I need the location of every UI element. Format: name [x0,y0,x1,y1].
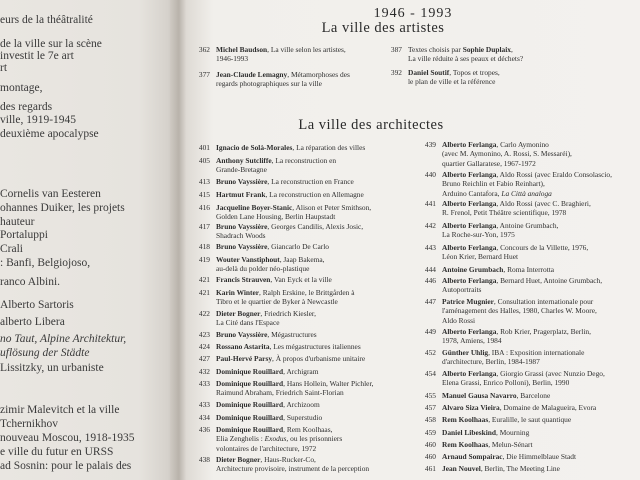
entry-line: Autoportraits [442,285,482,295]
entry-line: regards photographiques sur la ville [216,79,322,89]
entry-line: Daniel Libeskind, Mourning [442,428,530,437]
entry-line: Paul-Hervé Parsy, À propos d'urbanisme unitaire [216,354,366,363]
entry-line: Bruno Vayssière, Giancarlo De Carlo [216,242,329,251]
left-page-line: rt [0,62,8,74]
entry-text [216,330,317,339]
entry-text [442,440,533,449]
entry-text [442,221,558,240]
page-number: 419 [198,255,210,264]
page-number: 447 [424,297,436,306]
entry-line: La Roche-sur-Yon, 1975 [442,230,515,240]
page-number: 387 [390,45,402,54]
left-page-line: ohannes Duiker, les projets [0,202,125,214]
section-title-architects: La ville des architectes [298,117,444,133]
entry-line: R. Frenol, Petit Théâtre scientifique, 1978 [442,208,567,218]
left-page-line: Crali [0,243,23,255]
entry-line: Jacqueline Boyer-Stanic, Alison et Peter Smithson, [216,203,372,212]
entry-line: La Cité dans l'Espace [216,318,280,328]
entry-text [442,428,529,437]
entry-text [442,348,584,367]
page-number: 415 [198,190,210,199]
entry-line: Manuel Gausa Navarro, Barcelone [442,391,551,400]
entry-line: Raimund Abraham, Friedrich Saint-Florian [216,388,344,398]
entry-line: Elia Zenghelis : Exodus, ou les prisonniers [216,434,343,444]
entry-line: Bruno Reichlin et Fabio Reinhart), [442,179,545,189]
page-number: 401 [198,143,210,152]
entry-line: Alberto Ferlanga, Aldo Rossi (avec Eraldo Consolascio, [442,170,612,179]
page-number: 413 [198,177,210,186]
page-number: 423 [198,330,210,339]
left-page-line: alberto Libera [0,316,65,328]
entry-line: (avec M. Aymonino, A. Rossi, S. Messaréi), [442,149,572,159]
page-number: 454 [424,369,436,378]
page-number: 416 [198,203,210,212]
entry-text [442,391,550,400]
entry-line: Francis Strauven, Van Eyck et la ville [216,275,332,284]
entry-line: au-delà du polder néo-plastique [216,264,310,274]
entry-line: Wouter Vanstiphout, Jaap Bakema, [216,255,325,264]
entry-line: Patrice Mugnier, Consultation internationale pour [442,297,594,306]
entry-text [216,156,336,175]
entry-text [442,243,588,262]
entry-text [216,413,322,422]
entry-line: Hartmut Frank, La reconstruction en Allemagne [216,190,364,199]
entry-text [442,140,572,168]
entry-line: Dominique Rouillard, Archizoom [216,400,320,409]
page-number: 455 [424,391,436,400]
entry-line: Anthony Sutcliffe, La reconstruction en [216,156,337,165]
page-number: 433 [198,400,210,409]
entry-text [216,367,318,376]
page-number: 444 [424,265,436,274]
left-page-line: : Banfi, Belgiojoso, [0,257,91,269]
entry-line: Rossano Astarita, Les mégastructures italiennes [216,342,361,351]
page-number: 424 [198,342,210,351]
page-number: 405 [198,156,210,165]
entry-line: Bruno Vayssière, La reconstruction en France [216,177,354,186]
page-number: 449 [424,327,436,336]
page-number: 446 [424,276,436,285]
entry-line: 1946-1993 [216,54,249,64]
page-number: 434 [198,413,210,422]
page-number: 442 [424,221,436,230]
entry-line: Tibro et le quartier de Byker à Newcastle [216,297,338,307]
entry-text [216,400,320,409]
page-number: 432 [198,367,210,376]
entry-text [442,369,605,388]
entry-text [216,342,361,351]
left-page-line: ville, 1919-1945 [0,114,77,126]
entry-line: Bruno Vayssière, Georges Candilis, Alexis Josic, [216,222,364,231]
entry-text [216,275,332,284]
entry-line: Textes choisis par Sophie Duplaix, [408,45,513,54]
entry-line: Karin Winter, Ralph Erskine, le Brittgården à [216,288,355,297]
page-number: 421 [198,288,210,297]
entry-line: volontaires de l'architecture, 1972 [216,443,317,453]
entry-text [216,309,316,328]
entry-line: Dieter Bogner, Haus-Rucker-Co, [216,455,316,464]
left-page-line: Alberto Sartoris [0,299,74,311]
entry-line: d'architecture, Berlin, 1984-1987 [442,357,540,367]
entry-line: Bruno Vayssière, Mégastructures [216,330,317,339]
entry-text [442,297,597,325]
entry-text [216,379,373,398]
right-page [186,0,640,480]
entry-line: Shadrach Woods [216,231,266,241]
entry-line: l'aménagement des Halles, 1980, Charles W. Moore, [442,306,597,316]
entry-line: Jean Nouvel, Berlin, The Meeting Line [442,464,560,473]
entry-text [216,455,369,474]
entry-line: Dieter Bogner, Friedrich Kiesler, [216,309,316,318]
entry-text [442,452,576,461]
entry-text [442,276,602,295]
entry-line: Aldo Rossi [442,315,476,325]
page-number: 417 [198,222,210,231]
page-number: 457 [424,403,436,412]
entry-line: Rem Koolhaas, Melun-Sénart [442,440,533,449]
entry-line: Dominique Rouillard, Rem Koolhaas, [216,425,333,434]
book-gutter [170,0,186,480]
entry-text [216,425,342,453]
entry-text [442,170,612,198]
years-heading: 1946 - 1993 [373,6,453,21]
entry-line: Rem Koolhaas, Euralille, le saut quantique [442,415,572,424]
page-number: 433 [198,379,210,388]
entry-text [442,464,560,473]
entry-line: Michel Baudson, La ville selon les artistes, [216,45,346,54]
left-page-line: de la ville sur la scène [0,38,102,50]
page-number: 458 [424,415,436,424]
entry-line: Daniel Soutif, Topos et tropes, [408,68,500,77]
entry-line: Günther Uhlig, IBA : Exposition internationale [442,348,585,357]
left-page-line: zimir Malevitch et la ville [0,404,120,416]
entry-line: Arnaud Sompairac, Die Himmelblaue Stadt [442,452,577,461]
entry-text [442,327,591,346]
entry-text [216,203,371,222]
entry-line: Dominique Rouillard, Hans Hollein, Walter Pichler, [216,379,374,388]
entry-line: Elena Grassi, Enrico Polloni), Berlin, 1990 [442,378,570,388]
left-page-line: des regards [0,101,53,113]
left-page-line: Cornelis van Eesteren [0,188,101,200]
entry-text [216,222,363,241]
entry-text [442,265,554,274]
entry-line: Dominique Rouillard, Superstudio [216,413,323,422]
left-page-line: ranco Albini. [0,276,61,288]
left-page-line: deuxième apocalypse [0,128,99,140]
left-page-line: ad Sosnin: pour le palais des [0,460,132,472]
section-title-artists: La ville des artistes [321,20,445,36]
entry-line: Alberto Ferlanga, Rob Krier, Pragerplatz, Berlin, [442,327,591,336]
page-number: 362 [198,45,210,54]
entry-text [216,288,354,307]
entry-line: Jean-Claude Lemagny, Métamorphoses des [216,70,350,79]
entry-line: le plan de ville et la référence [408,77,496,87]
page-number: 436 [198,425,210,434]
page-number: 439 [424,140,436,149]
entry-text [216,242,329,251]
page-number: 461 [424,464,436,473]
entry-text [216,354,365,363]
entry-line: 1978, Amiens, 1984 [442,336,502,346]
entry-text [216,143,365,152]
entry-line: Alberto Ferlanga, Bernard Huet, Antoine Grumbach, [442,276,603,285]
entry-line: Alvaro Siza Vieira, Domaine de Malagueira, Evora [442,403,597,412]
left-page-line: hauteur [0,216,35,228]
entry-line: Ignacio de Solà-Morales, La réparation des villes [216,143,366,152]
page-number: 427 [198,354,210,363]
page-number: 418 [198,242,210,251]
page-number: 459 [424,428,436,437]
entry-line: La ville réduite à ses peaux et déchets? [408,54,524,64]
page-number: 443 [424,243,436,252]
entry-text [216,255,324,274]
entry-text [442,403,596,412]
left-page-line: e ville du futur en URSS [0,446,114,458]
entry-text [408,68,500,87]
page-number: 460 [424,452,436,461]
entry-text [442,199,591,218]
entry-line: Arduino Cantafora, La Città analoga [442,188,552,198]
page-number: 441 [424,199,436,208]
left-page-line: Tchernikhov [0,418,58,430]
left-page-line: investit le 7e art [0,50,74,62]
entry-text [442,415,571,424]
entry-text [216,45,346,64]
entry-line: Alberto Ferlanga, Concours de la Villette, 1976, [442,243,589,252]
left-page-line: Portaluppi [0,229,48,241]
page-number: 421 [198,275,210,284]
entry-text [408,45,523,64]
entry-line: Léon Krier, Bernard Huet [442,252,519,262]
left-page-line: no Taut, Alpine Architektur, [0,333,127,345]
entry-line: Alberto Ferlanga, Giorgio Grassi (avec Nunzio Dego, [442,369,605,378]
page-number: 438 [198,455,210,464]
left-page-line: Lissitzky, un urbaniste [0,362,104,374]
left-page-line: uflösung der Städte [0,347,90,359]
left-page-line: montage, [0,82,43,94]
entry-line: Alberto Ferlanga, Aldo Rossi (avec C. Braghieri, [442,199,591,208]
entry-text [216,70,350,89]
left-page-line: nouveau Moscou, 1918-1935 [0,432,135,444]
entry-line: Grande-Bretagne [216,165,267,175]
left-page-line: eurs de la théâtralité [0,14,93,26]
page-number: 392 [390,68,402,77]
entry-line: Alberto Ferlanga, Carlo Aymonino [442,140,549,149]
entry-text [216,190,364,199]
entry-line: Golden Lane Housing, Berlin Haupstadt [216,212,336,222]
page-number: 377 [198,70,210,79]
page-number: 422 [198,309,210,318]
page-number: 452 [424,348,436,357]
entry-line: quartier Gallaratese, 1967-1972 [442,158,536,168]
entry-line: Architecture provisoire, instrument de la perception [216,464,370,474]
entry-line: Alberto Ferlanga, Antoine Grumbach, [442,221,559,230]
page-number: 440 [424,170,436,179]
entry-text [216,177,354,186]
page-number: 460 [424,440,436,449]
left-page [0,0,178,480]
entry-line: Dominique Rouillard, Archigram [216,367,319,376]
entry-line: Antoine Grumbach, Roma Interrotta [442,265,555,274]
